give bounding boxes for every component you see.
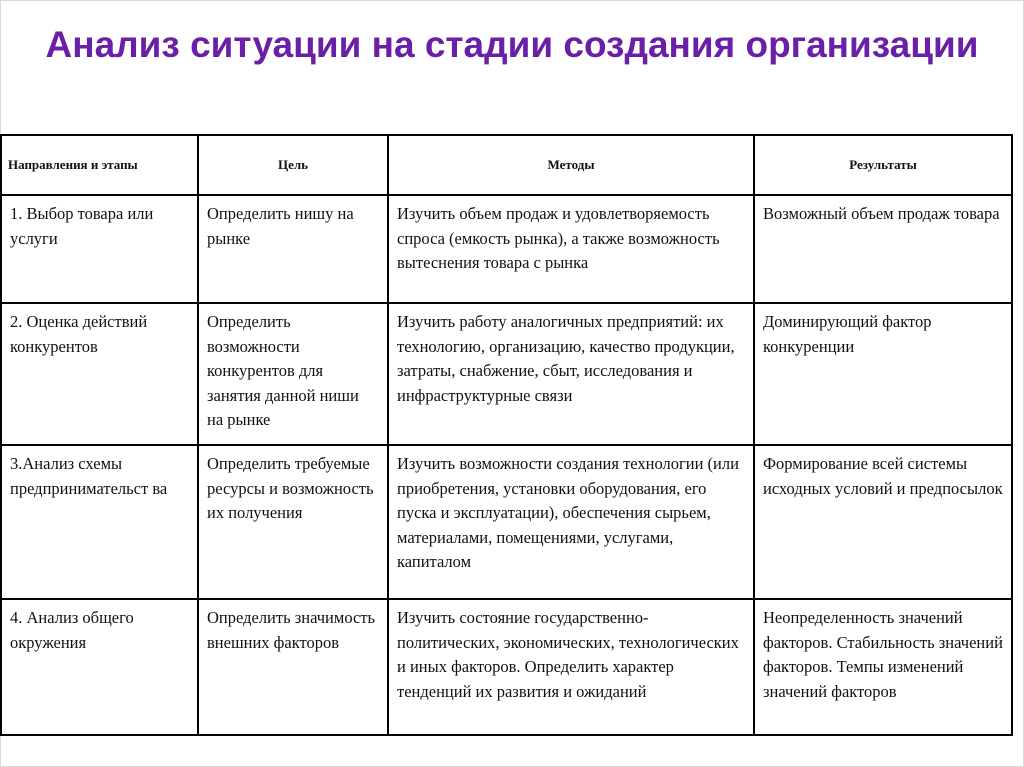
cell-methods: Изучить объем продаж и удовлетворяемость спроса (емкость рынка), а также возможность вытеснения товара с рынка <box>388 195 754 303</box>
header-methods: Методы <box>388 135 754 195</box>
cell-stage: 3.Анализ схемы предпринимательст ва <box>1 445 198 599</box>
cell-results: Доминирующий фактор конкуренции <box>754 303 1012 445</box>
header-results: Результаты <box>754 135 1012 195</box>
table-row <box>1 303 1012 445</box>
cell-methods: Изучить состояние государственно-политических, экономических, технологических и иных факторов. Определить характер тенденций их развития и ожиданий <box>388 599 754 735</box>
cell-goal: Определить нишу на рынке <box>198 195 388 303</box>
cell-results: Возможный объем продаж товара <box>754 195 1012 303</box>
table-row <box>1 195 1012 303</box>
cell-results: Неопределенность значений факторов. Стабильность значений факторов. Темпы изменений значений факторов <box>754 599 1012 735</box>
cell-goal: Определить требуемые ресурсы и возможность их получения <box>198 445 388 599</box>
analysis-table <box>0 134 1013 736</box>
table-header-row <box>1 135 1012 195</box>
cell-stage: 4. Анализ общего окружения <box>1 599 198 735</box>
slide-title: Анализ ситуации на стадии создания организации <box>45 24 979 65</box>
header-stages: Направления и этапы <box>1 135 198 195</box>
cell-stage: 2. Оценка действий конкурентов <box>1 303 198 445</box>
table-row <box>1 445 1012 599</box>
cell-goal: Определить возможности конкурентов для занятия данной ниши на рынке <box>198 303 388 445</box>
cell-methods: Изучить работу аналогичных предприятий: их технологию, организацию, качество продукции, затраты, снабжение, сбыт, исследования и инфраструктурные связи <box>388 303 754 445</box>
cell-methods: Изучить возможности создания технологии (или приобретения, установки оборудования, его пуска и эксплуатации), обеспечения сырьем, материалами, помещениями, услугами, капиталом <box>388 445 754 599</box>
cell-results: Формирование всей системы исходных условий и предпосылок <box>754 445 1012 599</box>
header-goal: Цель <box>198 135 388 195</box>
cell-goal: Определить значимость внешних факторов <box>198 599 388 735</box>
cell-stage: 1. Выбор товара или услуги <box>1 195 198 303</box>
table-row <box>1 599 1012 735</box>
